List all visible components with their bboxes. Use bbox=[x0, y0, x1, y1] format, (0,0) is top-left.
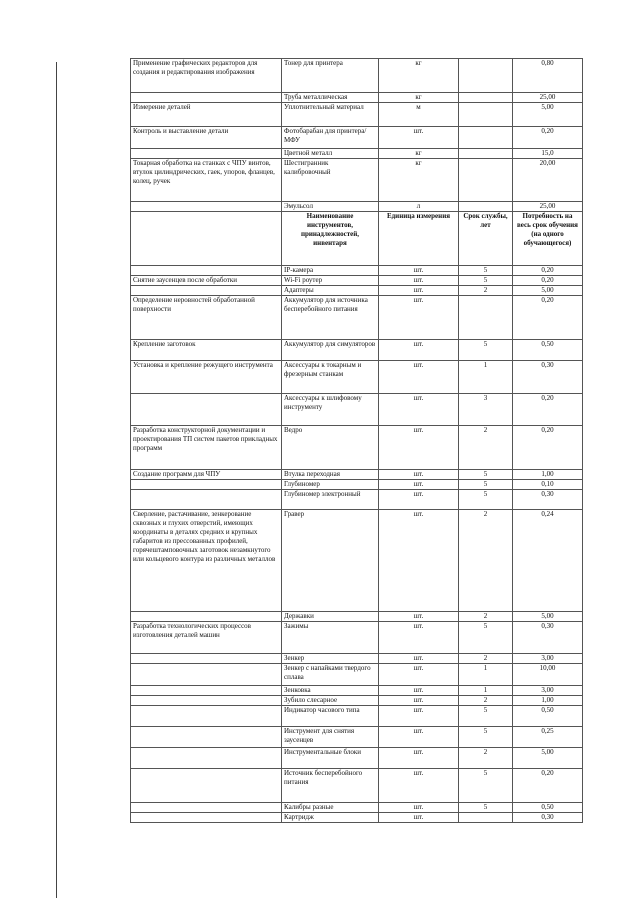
term-cell: 2 bbox=[459, 748, 513, 769]
operation-cell: Токарная обработка на станках с ЧПУ винтов, втулок цилиндрических, гаек, упоров, фланцев, колец, ручек bbox=[131, 159, 282, 202]
table-row bbox=[131, 149, 583, 159]
table-row bbox=[131, 127, 583, 149]
unit-cell: кг bbox=[379, 149, 459, 159]
unit-cell: шт. bbox=[379, 286, 459, 296]
need-cell: 0,30 bbox=[513, 361, 583, 394]
table-row bbox=[131, 612, 583, 622]
unit-cell: л bbox=[379, 202, 459, 212]
table-row bbox=[131, 266, 583, 276]
operation-cell bbox=[131, 769, 282, 803]
equipment-table bbox=[130, 58, 583, 823]
unit-cell: шт. bbox=[379, 480, 459, 490]
unit-cell: шт. bbox=[379, 622, 459, 654]
need-cell: 5,00 bbox=[513, 612, 583, 622]
need-cell: 0,80 bbox=[513, 59, 583, 93]
unit-cell: шт. bbox=[379, 727, 459, 748]
item-name-cell: Эмульсол bbox=[282, 202, 379, 212]
item-name-cell: Аксессуары к шлифовому инструменту bbox=[282, 394, 379, 426]
table-row bbox=[131, 622, 583, 654]
table-row bbox=[131, 490, 583, 510]
item-name-cell: Картридж bbox=[282, 813, 379, 823]
item-name-cell: Труба металлическая bbox=[282, 93, 379, 103]
page-margin-line bbox=[56, 62, 57, 898]
need-cell: 0,20 bbox=[513, 276, 583, 286]
table-row bbox=[131, 803, 583, 813]
operation-cell: Установка и крепление режущего инструмента bbox=[131, 361, 282, 394]
need-cell: 3,00 bbox=[513, 654, 583, 664]
unit-cell: м bbox=[379, 103, 459, 127]
need-cell: 25,00 bbox=[513, 202, 583, 212]
item-name-cell: Индикатор часового типа bbox=[282, 706, 379, 727]
term-cell bbox=[459, 159, 513, 202]
term-cell: 2 bbox=[459, 426, 513, 470]
operation-cell: Разработка технологических процессов изготовления деталей машин bbox=[131, 622, 282, 654]
table-row bbox=[131, 202, 583, 212]
table-row bbox=[131, 654, 583, 664]
unit-cell: шт. bbox=[379, 127, 459, 149]
unit-cell: шт. bbox=[379, 686, 459, 696]
item-name-cell: Фотобарабан для принтера/МФУ bbox=[282, 127, 379, 149]
item-name-cell: Зажимы bbox=[282, 622, 379, 654]
operation-cell bbox=[131, 202, 282, 212]
table-row bbox=[131, 480, 583, 490]
item-name-cell: Гравер bbox=[282, 510, 379, 612]
term-cell: 5 bbox=[459, 470, 513, 480]
need-cell: 25,00 bbox=[513, 93, 583, 103]
term-cell: 2 bbox=[459, 612, 513, 622]
need-cell: 0,30 bbox=[513, 622, 583, 654]
unit-cell: шт. bbox=[379, 654, 459, 664]
item-name-cell: IP-камера bbox=[282, 266, 379, 276]
need-cell: 0,20 bbox=[513, 266, 583, 276]
term-cell bbox=[459, 93, 513, 103]
item-name-cell: Калибры разные bbox=[282, 803, 379, 813]
term-cell bbox=[459, 202, 513, 212]
term-cell: 5 bbox=[459, 276, 513, 286]
operation-cell bbox=[131, 664, 282, 686]
item-name-cell: Аккумулятор для симуляторов bbox=[282, 340, 379, 361]
term-cell: 5 bbox=[459, 706, 513, 727]
operation-cell bbox=[131, 727, 282, 748]
need-cell: 0,20 bbox=[513, 394, 583, 426]
header-term: Срок службы, лет bbox=[459, 212, 513, 266]
term-cell bbox=[459, 296, 513, 340]
need-cell: 0,50 bbox=[513, 706, 583, 727]
table-row bbox=[131, 727, 583, 748]
need-cell: 0,50 bbox=[513, 803, 583, 813]
term-cell: 2 bbox=[459, 510, 513, 612]
term-cell: 5 bbox=[459, 769, 513, 803]
operation-cell bbox=[131, 696, 282, 706]
unit-cell: шт. bbox=[379, 803, 459, 813]
need-cell: 0,24 bbox=[513, 510, 583, 612]
table-row bbox=[131, 276, 583, 286]
unit-cell: шт. bbox=[379, 696, 459, 706]
table-row bbox=[131, 748, 583, 769]
operation-cell: Снятие заусенцев после обработки bbox=[131, 276, 282, 286]
term-cell: 2 bbox=[459, 696, 513, 706]
unit-cell: шт. bbox=[379, 813, 459, 823]
table-row bbox=[131, 686, 583, 696]
item-name-cell: Глубиномер bbox=[282, 480, 379, 490]
need-cell: 0,30 bbox=[513, 490, 583, 510]
item-name-cell: Wi-Fi роутер bbox=[282, 276, 379, 286]
operation-cell bbox=[131, 612, 282, 622]
operation-cell: Применение графических редакторов для создания и редактирования изображения bbox=[131, 59, 282, 93]
item-name-cell: Источник бесперебойного питания bbox=[282, 769, 379, 803]
operation-cell bbox=[131, 803, 282, 813]
operation-cell: Создание программ для ЧПУ bbox=[131, 470, 282, 480]
need-cell: 0,30 bbox=[513, 813, 583, 823]
table-row bbox=[131, 340, 583, 361]
term-cell bbox=[459, 813, 513, 823]
unit-cell: шт. bbox=[379, 769, 459, 803]
unit-cell: шт. bbox=[379, 612, 459, 622]
term-cell: 5 bbox=[459, 480, 513, 490]
term-cell: 1 bbox=[459, 686, 513, 696]
unit-cell: шт. bbox=[379, 340, 459, 361]
item-name-cell: Аксессуары к токарным и фрезерным станкам bbox=[282, 361, 379, 394]
operation-cell bbox=[131, 813, 282, 823]
item-name-cell: Глубиномер электронный bbox=[282, 490, 379, 510]
header-blank-cell bbox=[131, 212, 282, 266]
table-row bbox=[131, 59, 583, 93]
operation-cell bbox=[131, 480, 282, 490]
unit-cell: шт. bbox=[379, 748, 459, 769]
need-cell: 0,25 bbox=[513, 727, 583, 748]
operation-cell bbox=[131, 686, 282, 696]
term-cell: 2 bbox=[459, 654, 513, 664]
item-name-cell: Втулка переходная bbox=[282, 470, 379, 480]
term-cell: 5 bbox=[459, 803, 513, 813]
term-cell: 5 bbox=[459, 266, 513, 276]
need-cell: 1,00 bbox=[513, 696, 583, 706]
need-cell: 1,00 bbox=[513, 470, 583, 480]
unit-cell: шт. bbox=[379, 394, 459, 426]
term-cell: 1 bbox=[459, 361, 513, 394]
unit-cell: шт. bbox=[379, 510, 459, 612]
table-row bbox=[131, 103, 583, 127]
term-cell bbox=[459, 59, 513, 93]
need-cell: 5,00 bbox=[513, 748, 583, 769]
table-row bbox=[131, 159, 583, 202]
item-name-cell: Аккумулятор для источника бесперебойного питания bbox=[282, 296, 379, 340]
item-name-cell: Адаптеры bbox=[282, 286, 379, 296]
table-row bbox=[131, 426, 583, 470]
operation-cell bbox=[131, 748, 282, 769]
unit-cell: шт. bbox=[379, 664, 459, 686]
unit-cell: шт. bbox=[379, 361, 459, 394]
term-cell bbox=[459, 103, 513, 127]
operation-cell: Контроль и выставление детали bbox=[131, 127, 282, 149]
term-cell: 1 bbox=[459, 664, 513, 686]
table-row bbox=[131, 470, 583, 480]
table-row bbox=[131, 813, 583, 823]
item-name-cell: Инструмент для снятия заусенцев bbox=[282, 727, 379, 748]
table-row bbox=[131, 296, 583, 340]
table-row bbox=[131, 394, 583, 426]
term-cell: 2 bbox=[459, 286, 513, 296]
table-row bbox=[131, 696, 583, 706]
unit-cell: шт. bbox=[379, 470, 459, 480]
unit-cell: шт. bbox=[379, 706, 459, 727]
table-header-row bbox=[131, 212, 583, 266]
need-cell: 5,00 bbox=[513, 103, 583, 127]
operation-cell bbox=[131, 490, 282, 510]
term-cell bbox=[459, 149, 513, 159]
need-cell: 0,20 bbox=[513, 127, 583, 149]
operation-cell bbox=[131, 654, 282, 664]
table-row bbox=[131, 664, 583, 686]
need-cell: 5,00 bbox=[513, 286, 583, 296]
need-cell: 0,50 bbox=[513, 340, 583, 361]
table-row bbox=[131, 769, 583, 803]
operation-cell bbox=[131, 93, 282, 103]
unit-cell: шт. bbox=[379, 296, 459, 340]
need-cell: 20,00 bbox=[513, 159, 583, 202]
item-name-cell: Зенкер bbox=[282, 654, 379, 664]
item-name-cell: Зенковка bbox=[282, 686, 379, 696]
table-row bbox=[131, 286, 583, 296]
unit-cell: шт. bbox=[379, 426, 459, 470]
unit-cell: кг bbox=[379, 159, 459, 202]
table-row bbox=[131, 361, 583, 394]
need-cell: 0,20 bbox=[513, 769, 583, 803]
term-cell: 3 bbox=[459, 394, 513, 426]
need-cell: 3,00 bbox=[513, 686, 583, 696]
operation-cell: Разработка конструкторной документации и проектирования ТП систем пакетов прикладных программ bbox=[131, 426, 282, 470]
unit-cell: шт. bbox=[379, 490, 459, 510]
operation-cell: Измерение деталей bbox=[131, 103, 282, 127]
operation-cell: Определение неровностей обработанной поверхности bbox=[131, 296, 282, 340]
item-name-cell: Инструментальные блоки bbox=[282, 748, 379, 769]
term-cell bbox=[459, 127, 513, 149]
operation-cell bbox=[131, 394, 282, 426]
term-cell: 5 bbox=[459, 727, 513, 748]
unit-cell: кг bbox=[379, 59, 459, 93]
table-row bbox=[131, 93, 583, 103]
operation-cell bbox=[131, 286, 282, 296]
operation-cell bbox=[131, 706, 282, 727]
item-name-cell: Зубило слесарное bbox=[282, 696, 379, 706]
item-name-cell: Цветной металл bbox=[282, 149, 379, 159]
table-row bbox=[131, 510, 583, 612]
need-cell: 0,20 bbox=[513, 296, 583, 340]
operation-cell bbox=[131, 149, 282, 159]
unit-cell: шт. bbox=[379, 276, 459, 286]
header-need: Потребность на весь срок обучения (на одного обучающегося) bbox=[513, 212, 583, 266]
unit-cell: шт. bbox=[379, 266, 459, 276]
header-unit: Единица измерения bbox=[379, 212, 459, 266]
item-name-cell: Уплотнительный материал bbox=[282, 103, 379, 127]
item-name-cell: Державки bbox=[282, 612, 379, 622]
item-name-cell: Ведро bbox=[282, 426, 379, 470]
operation-cell bbox=[131, 266, 282, 276]
need-cell: 10,00 bbox=[513, 664, 583, 686]
table-row bbox=[131, 706, 583, 727]
operation-cell: Сверление, растачивание, зенкерование сквозных и глухих отверстий, имеющих координаты в деталях средних и крупных габаритов из прессованных профилей, горячештамповочных заготовок незамкнутого или кольцевого контура из различных металлов bbox=[131, 510, 282, 612]
header-name: Наименование инструментов, принадлежностей, инвентаря bbox=[282, 212, 379, 266]
need-cell: 0,20 bbox=[513, 426, 583, 470]
item-name-cell: Зенкер с напайками твердого сплава bbox=[282, 664, 379, 686]
need-cell: 15,0 bbox=[513, 149, 583, 159]
term-cell: 5 bbox=[459, 340, 513, 361]
need-cell: 0,10 bbox=[513, 480, 583, 490]
item-name-cell: Тонер для принтера bbox=[282, 59, 379, 93]
item-name-cell: Шестигранник калибровочный bbox=[282, 159, 379, 202]
operation-cell: Крепление заготовок bbox=[131, 340, 282, 361]
term-cell: 5 bbox=[459, 490, 513, 510]
unit-cell: кг bbox=[379, 93, 459, 103]
term-cell: 5 bbox=[459, 622, 513, 654]
